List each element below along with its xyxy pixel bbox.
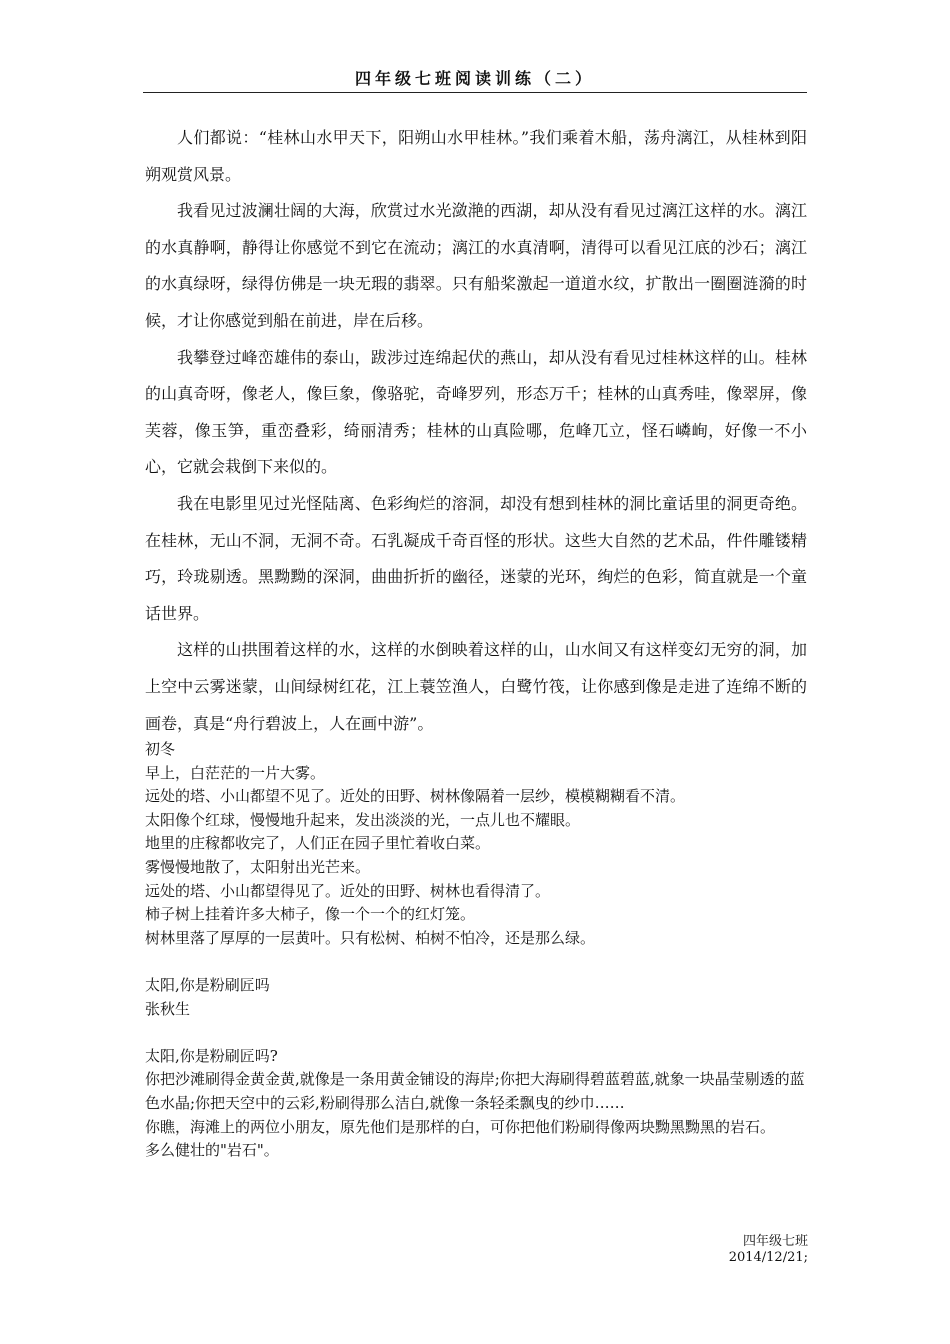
text-line: 雾慢慢地散了，太阳射出光芒来。 — [145, 858, 371, 877]
article-title: 初冬 — [145, 740, 176, 759]
footer-class: 四年级七班 — [742, 1234, 808, 1249]
paragraph: 人们都说：“桂林山水甲天下，阳朔山水甲桂林。”我们乘着木船，荡舟漓江，从桂林到阳朔观赏风景。 — [145, 128, 807, 184]
chudong-article — [145, 738, 807, 1163]
text-line: 你瞧，海滩上的两位小朋友，原先他们是那样的白，可你把他们粉刷得像两块黝黑黝黑的岩石。 — [145, 1117, 776, 1136]
text-line: 柿子树上挂着许多大柿子，像一个一个的红灯笼。 — [145, 905, 476, 924]
paragraph: 我看见过波澜壮阔的大海，欣赏过水光潋滟的西湖，却从没有看见过漓江这样的水。漓江的水真静啊，静得让你感觉不到它在流动；漓江的水真清啊，清得可以看见江底的沙石；漓江的水真绿呀，绿得仿佛是一块无瑕的翡翠。只有船桨激起一道道水纹，扩散出一圈圈涟漪的时候，才让你感觉到船在前进，岸在后移。 — [145, 201, 807, 330]
text-line: 远处的塔、小山都望得见了。近处的田野、树林也看得清了。 — [145, 881, 551, 900]
page-title: 四年级七班阅读训练（二） — [354, 69, 595, 88]
text-line: 远处的塔、小山都望不见了。近处的田野、树林像隔着一层纱，模模糊糊看不清。 — [145, 787, 686, 806]
spacer — [145, 1021, 807, 1045]
text-line: 地里的庄稼都收完了，人们正在园子里忙着收白菜。 — [145, 834, 491, 853]
paragraph: 我在电影里见过光怪陆离、色彩绚烂的溶洞，却没有想到桂林的洞比童话里的洞更奇绝。在桂林，无山不洞，无洞不奇。石乳凝成千奇百怪的形状。这些大自然的艺术品，件件雕镂精巧，玲珑剔透。黑黝黝的深洞，曲曲折折的幽径，迷蒙的光环，绚烂的色彩，简直就是一个童话世界。 — [145, 493, 807, 623]
lijiang-article — [145, 120, 807, 742]
text-line: 太阳,你是粉刷匠吗? — [145, 1046, 278, 1065]
text-line: 早上，白茫茫的一片大雾。 — [145, 763, 326, 782]
text-line: 太阳像个红球，慢慢地升起来，发出淡淡的光，一点儿也不耀眼。 — [145, 810, 581, 829]
footer-date: 2014/12/21; — [728, 1250, 808, 1265]
text-line: 多么健壮的"岩石"。 — [145, 1141, 279, 1160]
paragraph: 这样的山拱围着这样的水，这样的水倒映着这样的山，山水间又有这样变幻无穷的洞，加上空中云雾迷蒙，山间绿树红花，江上蓑笠渔人，白鹭竹筏，让你感到像是走进了连绵不断的画卷，真是“舟行碧波上，人在画中游”。 — [145, 640, 807, 733]
text-line: 你把沙滩刷得金黄金黄,就像是一条用黄金铺设的海岸;你把大海刷得碧蓝碧蓝,就象一块晶莹剔透的蓝色水晶;你把天空中的云彩,粉刷得那么洁白,就像一条轻柔飘曳的纱巾…… — [145, 1070, 805, 1112]
document-body — [145, 120, 807, 1163]
paragraph: 我攀登过峰峦雄伟的泰山，跋涉过连绵起伏的燕山，却从没有看见过桂林这样的山。桂林的山真奇呀，像老人，像巨象，像骆驼，奇峰罗列，形态万千；桂林的山真秀哇，像翠屏，像芙蓉，像玉笋，重峦叠彩，绮丽清秀；桂林的山真险哪，危峰兀立，怪石嶙峋，好像一不小心，它就会栽倒下来似的。 — [145, 347, 807, 477]
page-header — [143, 64, 807, 93]
spacer — [145, 950, 807, 974]
article-title: 太阳,你是粉刷匠吗 — [145, 976, 270, 995]
page-footer — [729, 1234, 808, 1266]
article-author: 张秋生 — [145, 999, 191, 1018]
text-line: 树林里落了厚厚的一层黄叶。只有松树、柏树不怕冷，还是那么绿。 — [145, 928, 596, 947]
